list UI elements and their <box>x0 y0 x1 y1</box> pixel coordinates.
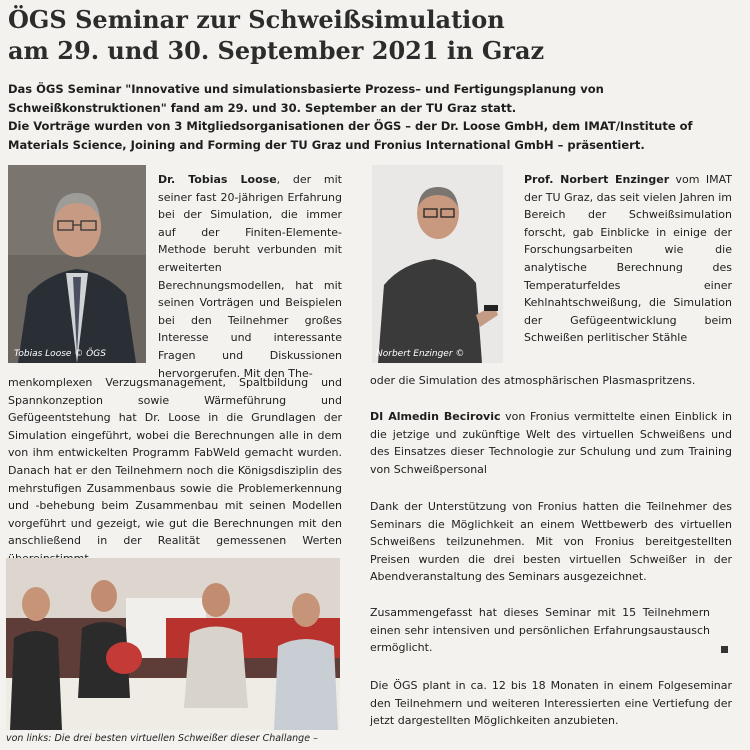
outlook-paragraph: Die ÖGS plant in ca. 12 bis 18 Monaten in einem Folgeseminar den Teilnehmern und weiteren Interessierten eine Vertiefung der jetzt dargestellten Möglichkeiten anzubieten. <box>370 679 732 728</box>
fronius-paragraph: Dank der Unterstützung von Fronius hatten die Teilnehmer des Seminars die Möglichkeit an einem Wettbewerb des virtuellen Schweißens teilzunehmen. Mit von Fronius bereitgestellten Preisen wurden die drei besten virtuellen Schweißer in der Abendveranstaltung des Seminars ausgezeichnet. <box>370 500 732 584</box>
photo-group-winners <box>6 558 340 730</box>
title-line-2: am 29. und 30. September 2021 in Graz <box>8 36 545 65</box>
photo-tobias-loose <box>8 165 146 363</box>
intro <box>8 80 736 154</box>
loose-text: , der mit seiner fast 20-jährigen Erfahrung bei der Simulation, die immer auf der Finiten-Elemente-Methode beruht verbunden mit erweiterten Berechnungsmodellen, hat mit seinen Vorträgen und Beispielen bei den Teilnehmer großes Interesse und interessante Fragen und Diskussionen hervorgerufen. Mit den The- <box>158 173 342 380</box>
photo-norbert-enzinger <box>372 165 503 363</box>
enzinger-continued: oder die Simulation des atmosphärischen Plasmaspritzens. <box>370 374 696 387</box>
photo-credit-enzinger: Norbert Enzinger © <box>376 349 465 359</box>
enzinger-paragraph <box>524 171 732 347</box>
becirovic-text: von Fronius vermittelte einen Einblick in die jetzige und zukünftige Welt des virtuellen Schweißens und des Einsatzes dieser Technologie zur Schulung und zum Training von Schweißpersonal <box>370 410 732 476</box>
summary-paragraph: Zusammengefasst hat dieses Seminar mit 15 Teilnehmern einen sehr intensiven und persönlichen Erfahrungsaustausch ermöglicht. <box>370 606 710 655</box>
becirovic-paragraph <box>370 408 732 478</box>
intro-paragraph-1: Das ÖGS Seminar "Innovative und simulationsbasierte Prozess– und Fertigungsplanung von Schweißkonstruktionen" fand am 29. und 30. September an der TU Graz statt. <box>8 82 604 115</box>
group-photo-caption: von links: Die drei besten virtuellen Schweißer dieser Challange – <box>6 733 318 744</box>
loose-paragraph-bottom: menkomplexen Verzugsmanagement, Spaltbildung und Spannkonzeption sowie Wärmeführung und Gefügeentstehung hat Dr. Loose in die Grundlagen der Simulation eingeführt, wobei die Berechnungen alle in dem von ihm entwickelten Programm FabWeld gemacht wurden. Danach hat er den Teilnehmern noch die Königsdisziplin des mehrstufigen Zusammenbaus sowie die Problemerkennung und -behebung beim Zusammenbau mit seinen Modellen vorgeführt und gezeigt, wie gut die Berechnungen mit den anschließend in der Realität gemessenen Werten <box>8 376 342 548</box>
loose-name: Dr. Tobias Loose <box>158 173 277 186</box>
person-photo-icon <box>372 165 503 363</box>
loose-paragraph-top <box>158 171 342 382</box>
article-title <box>8 4 748 66</box>
enzinger-name: Prof. Norbert Enzinger <box>524 173 670 186</box>
title-line-1: ÖGS Seminar zur Schweißsimulation <box>8 5 505 34</box>
intro-paragraph-2: Die Vorträge wurden von 3 Mitgliedsorganisationen der ÖGS – der Dr. Loose GmbH, dem IMAT/Institute of Materials Science, Joining and Forming der TU Graz und Fronius International GmbH – präsentiert. <box>8 119 693 152</box>
photo-credit-loose: Tobias Loose © ÖGS <box>14 349 106 359</box>
article-end-mark <box>721 646 728 653</box>
becirovic-name: DI Almedin Becirovic <box>370 410 501 423</box>
person-photo-icon <box>8 165 146 363</box>
enzinger-text: vom IMAT der TU Graz, das seit vielen Jahren im Bereich der Schweißsimulation forscht, gab Einblicke in einige der Forschungsarbeiten wie die analytische Berechnung des Temperaturfeldes einer Kehlnahtschweißung, die Simulation der Gefügeentwicklung beim Schweißen perlitischer Stähle <box>524 173 732 345</box>
group-photo-icon <box>6 558 340 730</box>
